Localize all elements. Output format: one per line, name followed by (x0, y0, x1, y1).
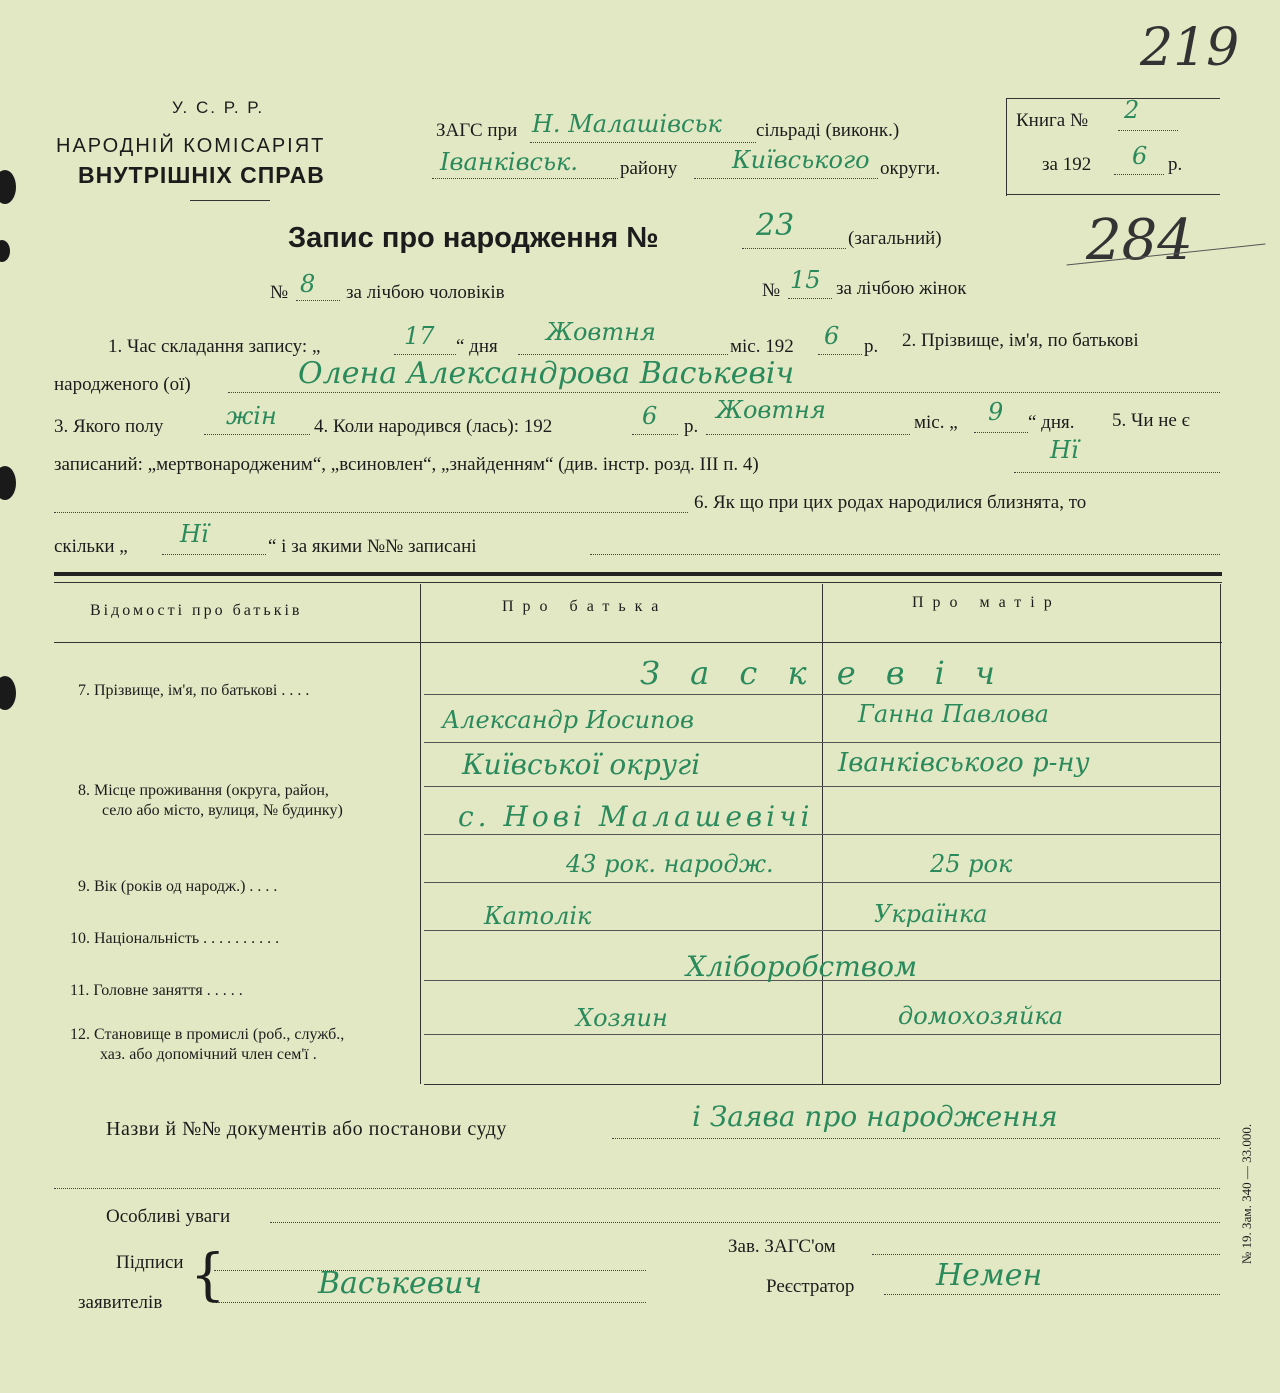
book-box-left (1006, 98, 1007, 196)
field4-month-line (706, 434, 910, 435)
men-line (296, 300, 340, 301)
table-top-rule (54, 572, 1222, 576)
table-header-col1: Відомості про батьків (90, 602, 303, 619)
zags-village-line (530, 142, 756, 143)
registrar-signature: Немен (936, 1258, 1043, 1293)
field2-label: 2. Прізвище, ім'я, по батькові (902, 330, 1139, 351)
field1-year-suffix: р. (864, 336, 879, 357)
field4-month: Жовтня (716, 396, 826, 424)
field1-day-close: “ дня (456, 336, 498, 357)
field6-line2 (590, 554, 1220, 555)
row8-mother: Іванківського р-ну (838, 748, 1090, 778)
women-prefix: № (762, 280, 781, 301)
record-title: Запис про народження № (288, 222, 659, 254)
district-label: району (620, 158, 678, 179)
row12-mother: домохозяйка (898, 1002, 1064, 1030)
field5-line (1014, 472, 1220, 473)
field1-label: 1. Час складання запису: „ (108, 336, 321, 357)
general-label: (загальний) (848, 228, 942, 249)
row9-label: 9. Вік (років од народж.) . . . . (78, 878, 278, 895)
men-value: 8 (300, 270, 316, 298)
notes-line (270, 1222, 1220, 1223)
year-value: 6 (1132, 142, 1148, 170)
row10-father: Католік (484, 902, 592, 930)
table-row-line (424, 882, 1220, 883)
applicant-signature-line2 (214, 1302, 646, 1303)
field1-month: Жовтня (546, 318, 656, 346)
field4-day: 9 (988, 398, 1004, 426)
header-underline (190, 200, 270, 201)
okrug-label: округи. (880, 158, 941, 179)
book-value: 2 (1124, 96, 1140, 124)
table-bottom-rule (424, 1084, 1220, 1085)
table-row-line (424, 694, 1220, 695)
commissariat-line1: НАРОДНІЙ КОМІСАРІЯТ (56, 135, 326, 157)
field6-line (162, 554, 266, 555)
field1-day-line (394, 354, 456, 355)
field2-label2: народженого (ої) (54, 374, 191, 395)
field1-month-line (518, 354, 728, 355)
punch-hole (0, 240, 10, 262)
field6-label2-b: “ і за якими №№ записані (268, 536, 477, 557)
field6-label2-a: скільки „ (54, 536, 128, 557)
record-number: 23 (756, 208, 795, 243)
zags-label: ЗАГС при (436, 120, 518, 141)
punch-hole (0, 466, 16, 500)
row9-mother: 25 рок (930, 850, 1013, 878)
table-header-col3: Про матір (912, 594, 1061, 611)
table-right-edge (1220, 584, 1221, 1084)
women-label: за лічбою жінок (836, 278, 967, 299)
table-top-rule-thin (54, 582, 1222, 583)
field4-year-line (632, 434, 678, 435)
field4-month-label: міс. „ (914, 412, 958, 433)
field5-label2: записаний: „мертвонародженим“, „всиновлен“, „знайденням“ (див. інстр. розд. III п. 4) (54, 454, 759, 475)
book-line (1118, 130, 1178, 131)
field1-day: 17 (404, 322, 435, 350)
women-line (788, 298, 832, 299)
commissariat-line2: ВНУТРІШНІХ СПРАВ (78, 162, 325, 188)
row7-father: Александр Иосипов (442, 706, 694, 734)
row7-mother: Ганна Павлова (858, 700, 1049, 728)
docs-line (612, 1138, 1220, 1139)
year-line (1114, 174, 1164, 175)
signatures-label2: заявителів (78, 1292, 163, 1313)
field4-year-suffix: р. (684, 416, 699, 437)
field6-value: Нї (180, 520, 209, 548)
year-suffix: р. (1168, 154, 1183, 175)
table-row-line (424, 1034, 1220, 1035)
field4-day-line (974, 432, 1028, 433)
notes-label: Особливі уваги (106, 1206, 231, 1227)
row8-label: 8. Місце проживання (округа, район, (78, 782, 329, 799)
row12-label2: хаз. або допомічний член сем'ї . (100, 1046, 317, 1063)
registrar-line (884, 1294, 1220, 1295)
record-number-line (742, 248, 846, 249)
table-header-rule (54, 642, 1222, 643)
field5-label: 5. Чи не є (1112, 410, 1190, 431)
field3-line (204, 434, 310, 435)
men-prefix: № (270, 282, 289, 303)
signatures-label1: Підписи (116, 1252, 184, 1273)
punch-hole (0, 676, 16, 710)
row8-shared-village: с. Нові Малашевічі (458, 800, 814, 833)
table-row-line (424, 742, 1220, 743)
row10-mother: Українка (874, 900, 988, 928)
docs-value: і Заява про народження (692, 1100, 1058, 1133)
registrar-label: Реєстратор (766, 1276, 855, 1297)
table-row-line (424, 786, 1220, 787)
silradi-label: сільраді (виконк.) (756, 120, 900, 141)
table-row-line (424, 834, 1220, 835)
field4-year: 6 (642, 402, 658, 430)
row11-shared: Хліборобством (686, 950, 918, 983)
docs-line2 (54, 1188, 1220, 1189)
year-prefix: за 192 (1042, 154, 1092, 175)
field3-value: жін (226, 402, 277, 430)
table-col-divider-1 (420, 584, 421, 1084)
zags-village-value: Н. Малашівськ (532, 110, 722, 138)
book-box-top (1006, 98, 1220, 99)
book-label: Книга № (1016, 110, 1089, 131)
okrug-line (694, 178, 878, 179)
table-header-col2: Про батька (502, 598, 668, 615)
women-value: 15 (790, 266, 821, 294)
field5-line2 (54, 512, 688, 513)
field5-value: Нї (1050, 436, 1079, 464)
row7-shared-surname: З а с к е в і ч (640, 654, 1005, 692)
signatures-brace: { (190, 1243, 226, 1308)
row11-label: 11. Головне заняття . . . . . (70, 982, 243, 999)
field2-value: Олена Александрова Васькевіч (298, 356, 795, 391)
applicant-signature: Васькевич (318, 1266, 483, 1301)
field1-year: 6 (824, 322, 840, 350)
zav-line (872, 1254, 1220, 1255)
field2-line (228, 392, 1220, 393)
district-line (432, 178, 618, 179)
book-box-bottom (1006, 194, 1220, 195)
republic-label: У. С. Р. Р. (172, 98, 265, 117)
row8-label2: село або місто, вулиця, № будинку) (102, 802, 343, 819)
row8-father: Київської округі (462, 748, 701, 781)
handwritten-record-number: 284 (1086, 208, 1193, 273)
field6-label: 6. Як що при цих родах народилися близнята, то (694, 492, 1087, 513)
field3-label: 3. Якого полу (54, 416, 164, 437)
zav-label: Зав. ЗАГС'ом (728, 1236, 836, 1257)
field1-year-label: міс. 192 (730, 336, 794, 357)
field1-year-line (818, 354, 862, 355)
field4-label: 4. Коли народився (лась): 192 (314, 416, 553, 437)
field4-day-label: “ дня. (1028, 412, 1075, 433)
print-info: № 19. Зам. 340 — 33.000. (1239, 1123, 1254, 1265)
row9-father: 43 рок. народж. (566, 850, 774, 878)
table-row-line (424, 930, 1220, 931)
men-label: за лічбою чоловіків (346, 282, 505, 303)
docs-label: Назви й №№ документів або постанови суду (106, 1118, 507, 1140)
district-value: Іванківськ. (440, 148, 579, 176)
punch-hole (0, 170, 16, 204)
row10-label: 10. Національність . . . . . . . . . . (70, 930, 280, 947)
row12-label: 12. Становище в промислі (роб., служб., (70, 1026, 345, 1043)
okrug-value: Київського (732, 146, 870, 174)
row7-label: 7. Прізвище, ім'я, по батькові . . . . (78, 682, 310, 699)
page-number: 219 (1140, 18, 1240, 78)
row12-father: Хозяин (576, 1004, 668, 1032)
